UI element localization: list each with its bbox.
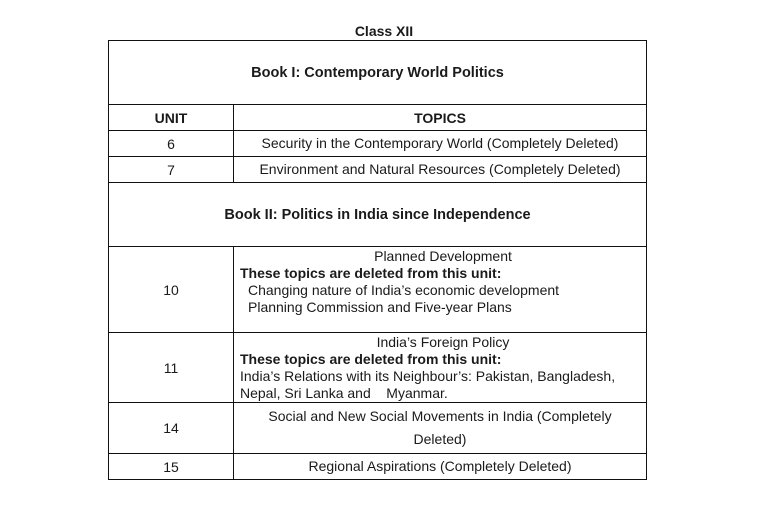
book-1-heading: Book I: Contemporary World Politics — [109, 41, 647, 105]
unit-number: 15 — [109, 454, 234, 480]
deleted-topics-heading: These topics are deleted from this unit: — [240, 351, 502, 367]
table-row — [109, 247, 647, 333]
table-row — [109, 403, 647, 454]
deleted-topic-item: Nepal, Sri Lanka and Myanmar. — [240, 385, 448, 401]
book-2-heading: Book II: Politics in India since Independence — [109, 183, 647, 247]
book-1-heading-row — [109, 41, 647, 105]
unit-number: 10 — [109, 247, 234, 333]
book-2-heading-row — [109, 183, 647, 247]
deleted-topic-item: Planning Commission and Five-year Plans — [248, 299, 512, 315]
unit-number: 14 — [109, 403, 234, 454]
topic-text: Security in the Contemporary World (Completely Deleted) — [234, 131, 647, 157]
deleted-topics-heading: These topics are deleted from this unit: — [240, 265, 502, 281]
deleted-topic-item: Changing nature of India’s economic development — [248, 282, 560, 298]
deleted-topic-item: India’s Relations with its Neighbour’s: Pakistan, Bangladesh, — [240, 368, 616, 384]
unit-column-header: UNIT — [109, 105, 234, 131]
topic-cell — [234, 247, 647, 333]
topic-text: Environment and Natural Resources (Completely Deleted) — [234, 157, 647, 183]
unit-number: 11 — [109, 333, 234, 403]
table-row — [109, 454, 647, 480]
unit-number: 6 — [109, 131, 234, 157]
chapter-title: Planned Development — [374, 248, 512, 264]
topic-text: Regional Aspirations (Completely Deleted) — [234, 454, 647, 480]
topics-column-header: TOPICS — [234, 105, 647, 131]
topic-cell — [234, 333, 647, 403]
table-row — [109, 333, 647, 403]
table-header-row — [109, 105, 647, 131]
unit-number: 7 — [109, 157, 234, 183]
chapter-title: India’s Foreign Policy — [376, 334, 510, 350]
document-title: Class XII — [354, 23, 414, 39]
table-row — [109, 131, 647, 157]
topic-text: Social and New Social Movements in India (Completely Deleted) — [234, 403, 647, 454]
table-row — [109, 157, 647, 183]
syllabus-table — [108, 40, 647, 480]
